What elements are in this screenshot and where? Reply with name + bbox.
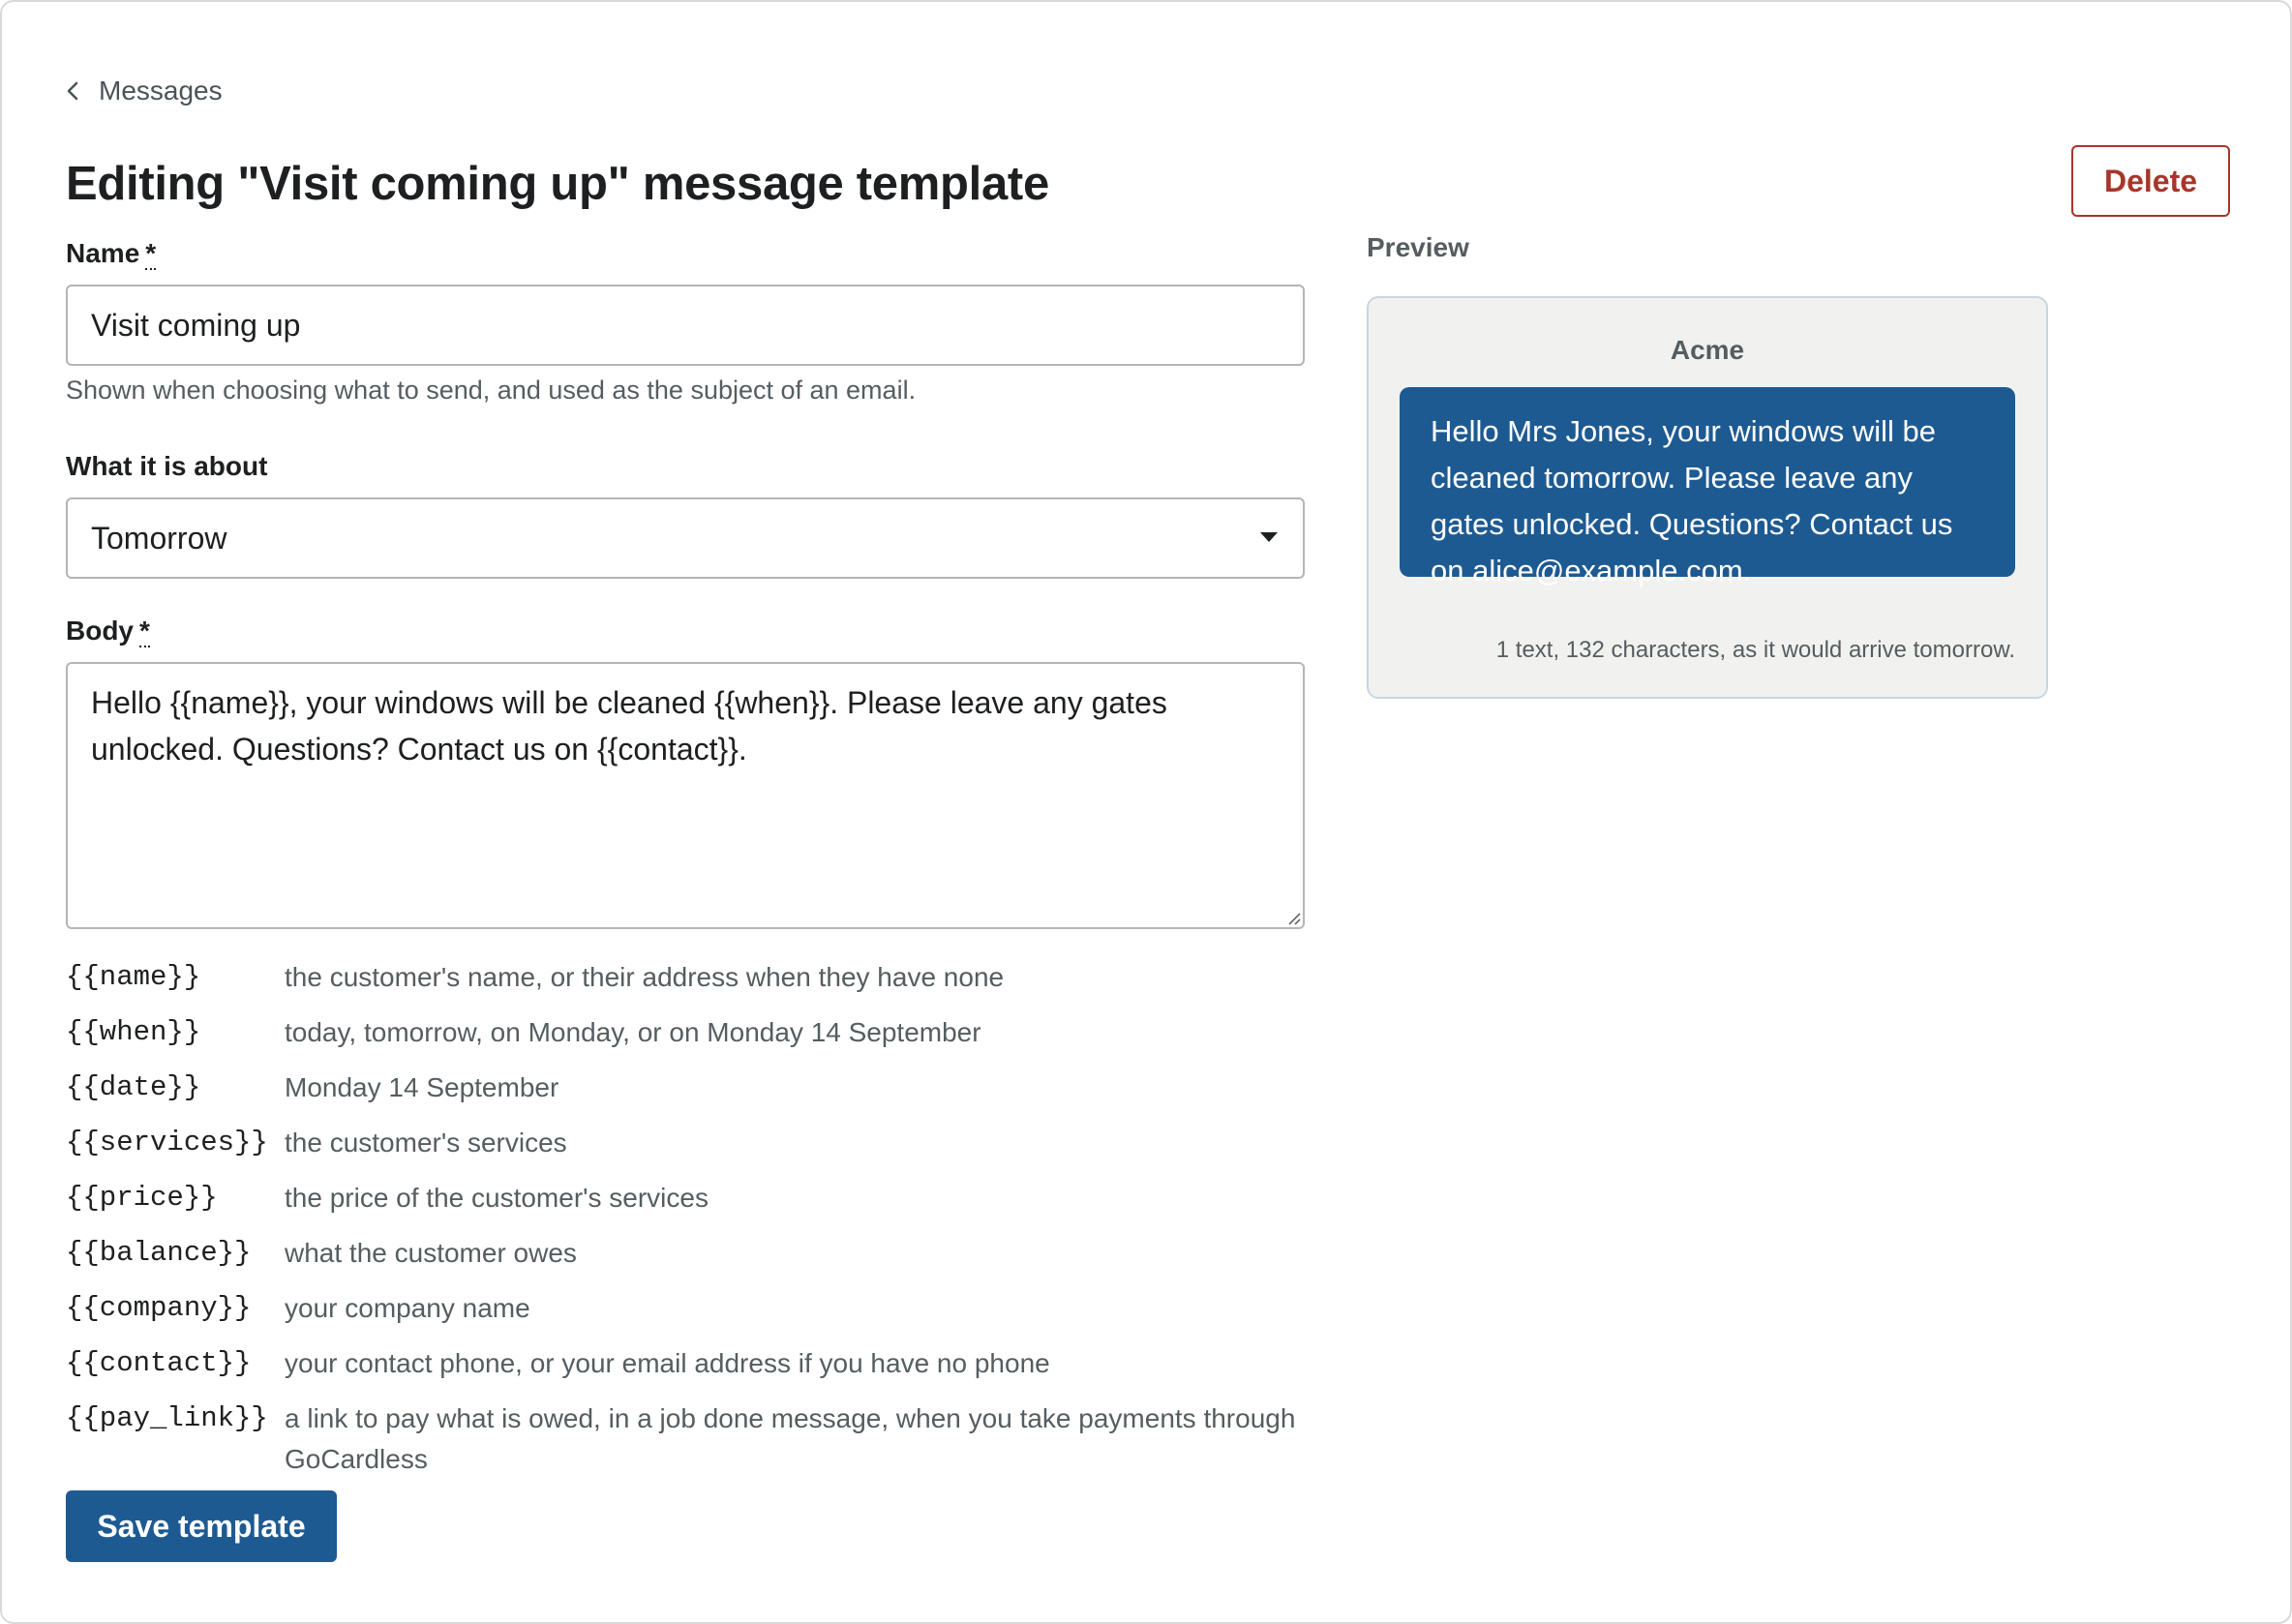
- name-input[interactable]: [66, 285, 1305, 366]
- placeholder-row: [66, 1291, 1314, 1329]
- placeholder-description: Monday 14 September: [285, 1072, 559, 1102]
- body-textarea[interactable]: [66, 662, 1305, 929]
- placeholder-description: your company name: [285, 1293, 530, 1323]
- placeholder-code: {{price}}: [66, 1182, 218, 1214]
- placeholder-row: [66, 1070, 1314, 1108]
- preview-card: [1367, 296, 2048, 699]
- preview-message-bubble: Hello Mrs Jones, your windows will be cleaned tomorrow. Please leave any gates unlocked. Questions? Contact us on alice@example.com.: [1400, 387, 2015, 577]
- save-template-button[interactable]: Save template: [66, 1490, 337, 1562]
- about-select[interactable]: [66, 497, 1305, 579]
- placeholder-code: {{contact}}: [66, 1347, 252, 1379]
- placeholder-row: [66, 1126, 1314, 1163]
- preview-meta: 1 text, 132 characters, as it would arrive tomorrow.: [1495, 637, 2015, 663]
- placeholder-description: the customer's name, or their address when they have none: [285, 962, 1005, 992]
- back-link-label: Messages: [99, 75, 223, 105]
- placeholder-code: {{company}}: [66, 1292, 252, 1324]
- placeholder-code: {{balance}}: [66, 1237, 252, 1269]
- placeholder-list: [66, 960, 1314, 1497]
- placeholder-code: {{when}}: [66, 1016, 201, 1048]
- placeholder-code: {{name}}: [66, 961, 201, 993]
- page-title: Editing "Visit coming up" message template: [66, 158, 1049, 210]
- about-select-value: Tomorrow: [91, 520, 227, 556]
- required-mark: *: [145, 238, 157, 268]
- body-field-label: [66, 616, 150, 647]
- placeholder-row: [66, 1346, 1314, 1384]
- delete-button[interactable]: Delete: [2071, 145, 2230, 217]
- placeholder-row: [66, 1015, 1314, 1053]
- placeholder-code: {{services}}: [66, 1127, 268, 1158]
- required-mark: *: [139, 616, 150, 646]
- placeholder-code: {{pay_link}}: [66, 1402, 268, 1434]
- placeholder-row: [66, 1236, 1314, 1274]
- placeholder-description: your contact phone, or your email address if you have no phone: [285, 1348, 1050, 1378]
- placeholder-row: [66, 1181, 1314, 1218]
- placeholder-row: [66, 960, 1314, 998]
- placeholder-row: [66, 1401, 1314, 1480]
- name-hint: Shown when choosing what to send, and used as the subject of an email.: [66, 376, 917, 405]
- resize-grip-icon[interactable]: [1287, 912, 1301, 925]
- placeholder-description: what the customer owes: [285, 1238, 577, 1268]
- placeholder-description: the customer's services: [285, 1128, 567, 1158]
- placeholder-description: today, tomorrow, on Monday, or on Monday 14 September: [285, 1017, 981, 1047]
- name-label-text: Name: [66, 238, 140, 268]
- chevron-left-icon: [66, 80, 79, 102]
- preview-label: Preview: [1367, 232, 1469, 262]
- caret-down-icon: [1260, 532, 1278, 542]
- preview-sender: Acme: [1670, 335, 1745, 365]
- name-field-label: [66, 238, 156, 269]
- body-label-text: Body: [66, 616, 134, 646]
- placeholder-description: a link to pay what is owed, in a job done message, when you take payments through GoCardless: [285, 1403, 1296, 1474]
- back-link-messages[interactable]: [66, 75, 223, 106]
- about-field-label: What it is about: [66, 451, 268, 481]
- placeholder-description: the price of the customer's services: [285, 1183, 709, 1213]
- placeholder-code: {{date}}: [66, 1071, 201, 1103]
